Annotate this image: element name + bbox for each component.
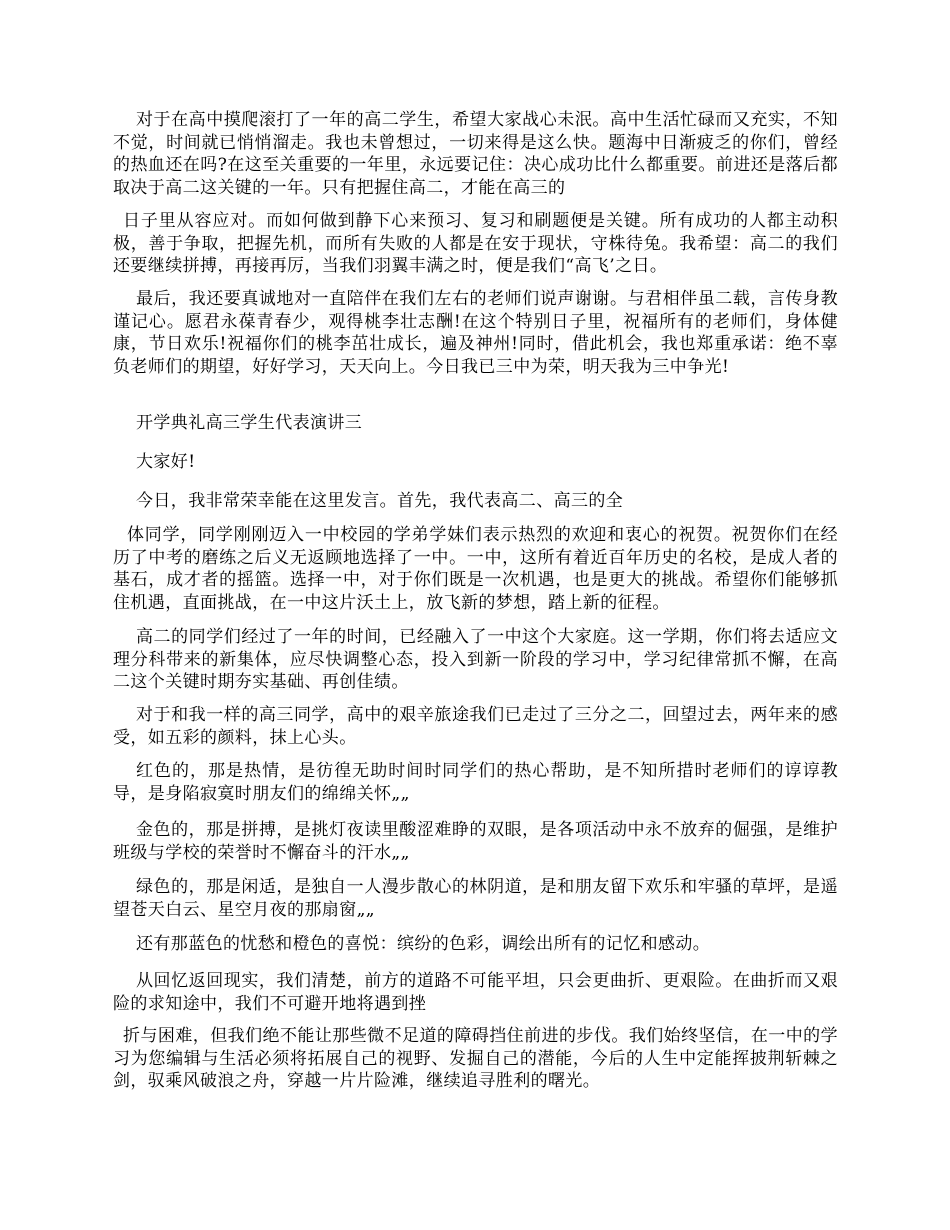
paragraph-6: 高二的同学们经过了一年的时间，已经融入了一中这个大家庭。这一学期，你们将去适应文理分科带来的新集体，应尽快调整心态，投入到新一阶段的学习中，学习纪律常抓不懈，在高二这个关键时期夯实基础、再创佳绩。 [113,627,838,692]
paragraph-11: 还有那蓝色的忧愁和橙色的喜悦：缤纷的色彩，调绘出所有的记忆和感动。 [136,934,711,954]
greeting: 大家好! [136,452,196,472]
paragraph-10: 绿色的，那是闲适，是独自一人漫步散心的林阴道，是和朋友留下欢乐和牢骚的草坪，是遥望苍天白云、星空月夜的那扇窗„„ [113,877,838,920]
section-heading: 开学典礼高三学生代表演讲三 [136,413,363,433]
paragraph-7: 对于和我一样的高三同学，高中的艰辛旅途我们已走过了三分之二，回望过去，两年来的感受，如五彩的颜料，抹上心头。 [113,705,838,748]
paragraph-8: 红色的，那是热情，是彷徨无助时间时同学们的热心帮助，是不知所措时老师们的谆谆教导，是身陷寂寞时朋友们的绵绵关怀„„ [113,761,838,804]
paragraph-5: 体同学，同学刚刚迈入一中校园的学弟学妹们表示热烈的欢迎和衷心的祝贺。祝贺你们在经历了中考的磨练之后义无返顾地选择了一中。一中，这所有着近百年历史的名校，是成人者的基石，成才者的摇篮。选择一中，对于你们既是一次机遇，也是更大的挑战。希望你们能够抓住机遇，直面挑战，在一中这片沃土上，放飞新的梦想，踏上新的征程。 [113,525,838,613]
paragraph-3: 最后，我还要真诚地对一直陪伴在我们左右的老师们说声谢谢。与君相伴虽二载，言传身教谨记心。愿君永葆青春少，观得桃李壮志酬!在这个特别日子里，祝福所有的老师们，身体健康，节日欢乐!祝福你们的桃李茁壮成长，遍及神州!同时，借此机会，我也郑重承诺：绝不辜负老师们的期望，好好学习，天天向上。今日我已三中为荣，明天我为三中争光! [113,289,838,377]
paragraph-12: 从回忆返回现实，我们清楚，前方的道路不可能平坦，只会更曲折、更艰险。在曲折而又艰险的求知途中，我们不可避开地将遇到挫 [113,971,838,1014]
paragraph-4: 今日，我非常荣幸能在这里发言。首先，我代表高二、高三的全 [136,491,624,511]
paragraph-9: 金色的，那是拼搏，是挑灯夜读里酸涩难睁的双眼，是各项活动中永不放弃的倔强，是维护班级与学校的荣誉时不懈奋斗的汗水„„ [113,820,838,863]
paragraph-1: 对于在高中摸爬滚打了一年的高二学生，希望大家战心未泯。高中生活忙碌而又充实，不知不觉，时间就已悄悄溜走。我也未曾想过，一切来得是这么快。题海中日渐疲乏的你们，曾经的热血还在吗?在这至关重要的一年里，永远要记住：决心成功比什么都重要。前进还是落后都取决于高二这关键的一年。只有把握住高二，才能在高三的 [113,110,838,198]
paragraph-2: 日子里从容应对。而如何做到静下心来预习、复习和刷题便是关键。所有成功的人都主动积极，善于争取，把握先机，而所有失败的人都是在安于现状，守株待兔。我希望：高二的我们还要继续拼搏，再接再厉，当我们羽翼丰满之时，便是我们“高飞’之日。 [113,211,838,276]
paragraph-13: 折与困难，但我们绝不能让那些微不足道的障碍挡住前进的步伐。我们始终坚信，在一中的学习为您编辑与生活必须将拓展自己的视野、发掘自己的潜能，今后的人生中定能挥披荆斩棘之剑，驭乘风破浪之舟，穿越一片片险滩，继续追寻胜利的曙光。 [113,1026,838,1091]
